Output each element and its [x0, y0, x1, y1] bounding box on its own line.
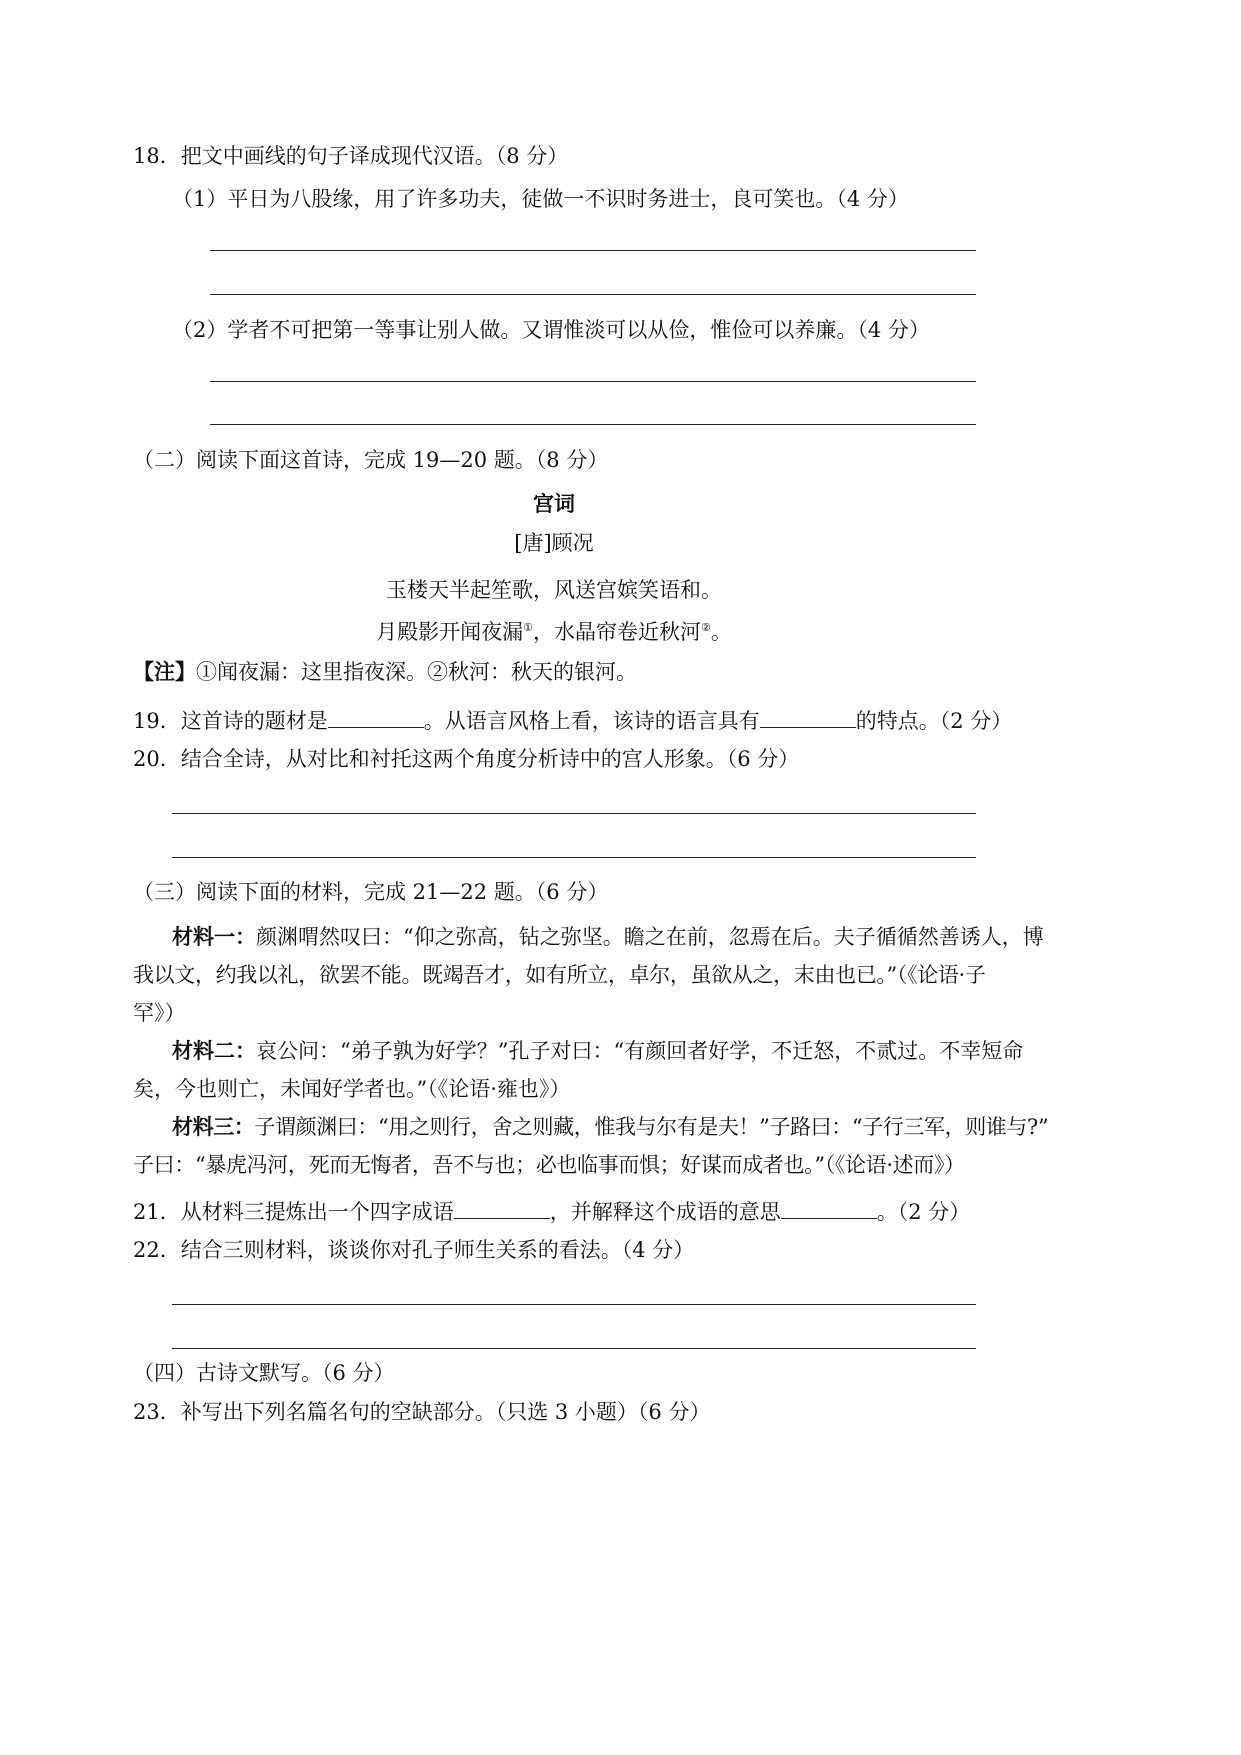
q21-text-a: 21．从材料三提炼出一个四字成语 [133, 1200, 454, 1224]
material-2-line-1 [172, 1038, 1023, 1064]
answer-line[interactable] [172, 1348, 976, 1349]
poem-line-2-part-a: 月殿影开闻夜漏 [376, 620, 524, 644]
q19 [133, 707, 1012, 734]
material-2-text: 哀公问：“弟子孰为好学？”孔子对曰：“有颜回者好学，不迁怒，不贰过。不幸短命 [256, 1039, 1024, 1063]
q20: 20．结合全诗，从对比和衬托这两个角度分析诗中的宫人形象。（6 分） [133, 747, 800, 771]
material-1-text: 颜渊喟然叹曰：“仰之弥高，钻之弥坚。瞻之在前，忽焉在后。夫子循循然善诱人，博 [256, 925, 1044, 949]
material-2-line-2: 矣，今也则亡，未闻好学者也。”（《论语·雍也》） [133, 1077, 571, 1101]
material-3-label: 材料三： [172, 1114, 255, 1139]
poem-line-2 [0, 615, 1108, 645]
footnote-mark-2: ② [701, 621, 711, 634]
footnote-mark-1: ① [523, 621, 533, 634]
section-3-intro: （三）阅读下面的材料，完成 21—22 题。（6 分） [133, 880, 609, 904]
material-3-line-1 [172, 1114, 1048, 1140]
section-4-intro: （四）古诗文默写。（6 分） [133, 1361, 395, 1385]
q18-part2: （2）学者不可把第一等事让别人做。又谓惟淡可以从俭，惟俭可以养廉。（4 分） [172, 318, 930, 342]
answer-line[interactable] [172, 1304, 976, 1305]
material-1-line-2: 我以文，约我以礼，欲罢不能。既竭吾才，如有所立，卓尔，虽欲从之，末由也已。”（《论语·子 [133, 963, 986, 987]
material-1-line-3: 罕》） [133, 1001, 186, 1025]
material-1-line-1 [172, 924, 1044, 950]
note-text: ①闻夜漏：这里指夜深。②秋河：秋天的银河。 [196, 660, 637, 684]
q18-title: 18．把文中画线的句子译成现代汉语。（8 分） [133, 144, 569, 168]
poem-line-2-part-b: ，水晶帘卷近秋河 [533, 620, 701, 644]
answer-line[interactable] [210, 250, 976, 251]
q19-blank-2[interactable] [760, 707, 856, 728]
q21 [133, 1198, 970, 1225]
answer-line[interactable] [210, 424, 976, 425]
q19-text-b: 。从语言风格上看，该诗的语言具有 [423, 709, 760, 733]
poem-line-2-part-c: 。 [710, 620, 732, 644]
q21-text-b: ，并解释这个成语的意思 [549, 1200, 781, 1224]
q19-text-a: 19．这首诗的题材是 [133, 709, 328, 733]
answer-line[interactable] [172, 813, 976, 814]
material-1-label: 材料一： [172, 924, 256, 949]
q18-part1: （1）平日为八股缘，用了许多功夫，徒做一不识时务进士，良可笑也。（4 分） [172, 187, 909, 211]
answer-line[interactable] [210, 294, 976, 295]
q21-blank-1[interactable] [454, 1198, 550, 1219]
q19-blank-1[interactable] [328, 707, 424, 728]
q19-text-c: 的特点。（2 分） [855, 709, 1013, 733]
note-label: 【注】 [133, 659, 196, 684]
q23: 23．补写出下列名篇名句的空缺部分。（只选 3 小题）（6 分） [133, 1400, 711, 1424]
poem-line-1: 玉楼天半起笙歌，风送宫嫔笑语和。 [386, 578, 722, 602]
poem-note [133, 659, 637, 685]
poem-author: [唐]顾况 [514, 531, 594, 555]
section-2-intro: （二）阅读下面这首诗，完成 19—20 题。（8 分） [133, 448, 609, 472]
answer-line[interactable] [210, 381, 976, 382]
material-2-label: 材料二： [172, 1038, 256, 1063]
q22: 22．结合三则材料，谈谈你对孔子师生关系的看法。（4 分） [133, 1238, 695, 1262]
q21-blank-2[interactable] [781, 1198, 877, 1219]
material-3-text: 子谓颜渊曰：“用之则行，舍之则藏，惟我与尔有是夫！”子路曰：“子行三军，则谁与?” [254, 1115, 1049, 1139]
q21-text-c: 。（2 分） [876, 1200, 971, 1224]
material-3-line-2: 子曰：“暴虎冯河，死而无悔者，吾不与也；必也临事而惧；好谋而成者也。”（《论语·述而》） [133, 1153, 965, 1177]
poem-title: 宫词 [533, 491, 575, 516]
answer-line[interactable] [172, 857, 976, 858]
